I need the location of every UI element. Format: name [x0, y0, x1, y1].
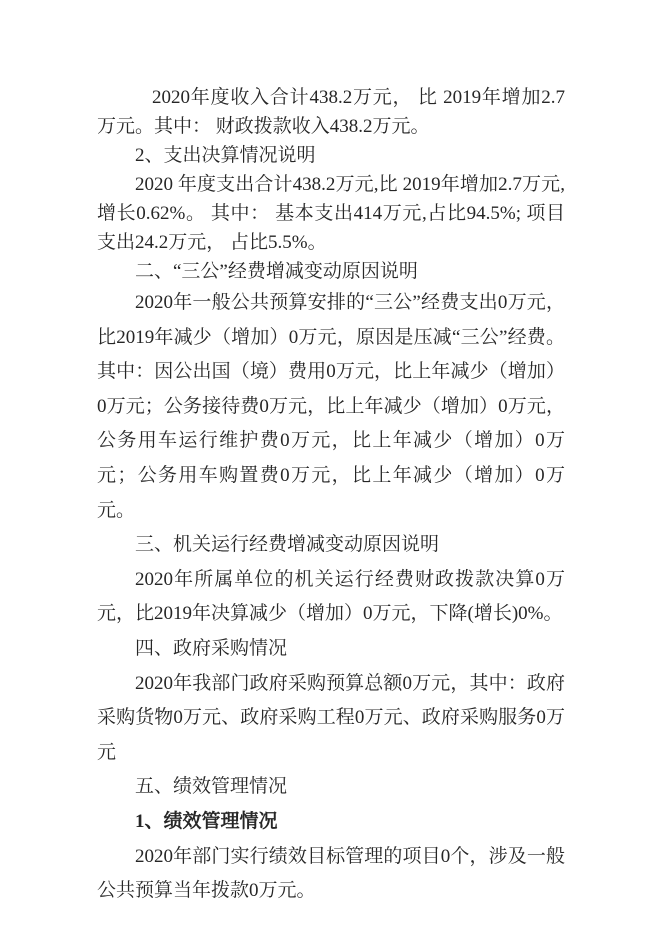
heading-expense-summary: 2、支出决算情况说明: [135, 145, 316, 166]
subheading-performance-management: 1、绩效管理情况: [135, 810, 278, 832]
section-details: [97, 286, 565, 909]
heading-government-procurement: 四、政府采购情况: [135, 637, 288, 659]
heading-performance-management: 五、绩效管理情况: [135, 776, 288, 798]
para-expense-summary: 2020 年度支出合计438.2万元,比 2019年增加2.7万元,增长0.62%。 其中： 基本支出414万元,占比94.5%; 项目支出24.2万元， 占比5.5%。: [97, 174, 565, 253]
para-income-summary: 2020年度收入合计438.2万元， 比 2019年增加2.7万元。其中： 财政拨款收入438.2万元。: [97, 87, 565, 137]
para-government-procurement: 2020年我部门政府采购预算总额0万元，其中：政府采购货物0万元、政府采购工程0万元、政府采购服务0万元: [97, 672, 565, 763]
heading-three-public-funds: 二、“三公”经费增减变动原因说明: [135, 261, 418, 282]
heading-operating-expenses: 三、机关运行经费增减变动原因说明: [135, 534, 440, 556]
para-performance-management: 2020年部门实行绩效目标管理的项目0个，涉及一般公共预算当年拨款0万元。: [97, 845, 565, 902]
para-operating-expenses: 2020年所属单位的机关运行经费财政拨款决算0万元，比2019年决算减少（增加）0万元，下降(增长)0%。: [97, 568, 565, 625]
para-three-public-funds: 2020年一般公共预算安排的“三公”经费支出0万元，比2019年减少（增加）0万元，原因是压减“三公”经费。其中：因公出国（境）费用0万元，比上年减少（增加）0万元；公务接待费0万元，比上年减少（增加）0万元，公务用车运行维护费0万元，比上年减少（增加）0万元；公务用车购置费0万元，比上年减少（增加）0万元。: [97, 292, 565, 521]
section-budget-summary: [97, 83, 565, 286]
